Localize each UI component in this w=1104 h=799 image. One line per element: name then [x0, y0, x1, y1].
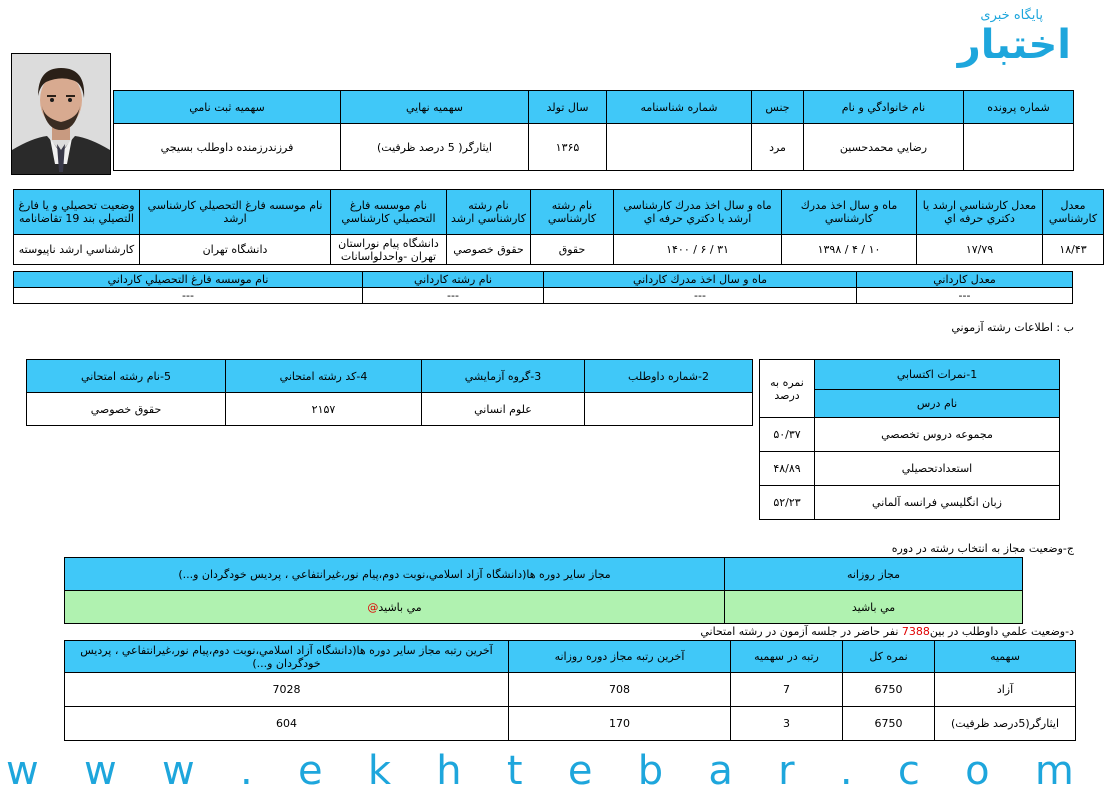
last-other-rank-header: آخرين رتبه مجاز ساير دوره ها(دانشگاه آزاد اسلامي،نوبت دوم،پيام نور،غيرانتفاعي ، پرديس خودگردان و...) — [65, 641, 509, 673]
section-d-suffix: نفر حاضر در جلسه آزمون در رشته امتحاني — [700, 625, 899, 638]
gender-header: جنس — [752, 91, 804, 124]
master-gpa-header: معدل كارشناسي ارشد يا دكتري حرفه اي — [917, 190, 1043, 235]
quota-rank-header: رتبه در سهميه — [731, 641, 843, 673]
education-status-value: كارشناسي ارشد ناپيوسته — [14, 235, 140, 265]
other-eligibility-text: مي باشيد@ — [367, 600, 422, 614]
logo-large-text: اختبار — [957, 22, 1071, 68]
footer-char: c — [897, 748, 920, 794]
id-number-header: شماره شناسنامه — [607, 91, 752, 124]
master-date-value: ۳۱ / ۶ / ۱۴۰۰ — [614, 235, 782, 265]
final-quota-header: سهميه نهايي — [341, 91, 529, 124]
table-row — [760, 418, 1060, 452]
associate-institute-header: نام موسسه فارغ التحصيلي كارداني — [14, 272, 363, 288]
exam-field-value-row — [27, 393, 753, 426]
fullname-header: نام خانوادگي و نام — [804, 91, 964, 124]
total-score-value: 6750 — [843, 707, 935, 741]
table-row — [65, 673, 1076, 707]
bachelor-institute-value: دانشگاه پيام نوراستان تهران -واحدلواسانات — [331, 235, 447, 265]
education-status-header: وضعيت تحصيلي و يا فارغ التصيلي بند 19 تقاضانامه — [14, 190, 140, 235]
footer-char: m — [1034, 748, 1074, 794]
associate-date-header: ماه و سال اخذ مدرك كارداني — [544, 272, 857, 288]
final-quota-value: ايثارگر( 5 درصد ظرفيت) — [341, 124, 529, 171]
master-field-header: نام رشته كارشناسي ارشد — [447, 190, 531, 235]
registered-quota-header: سهميه ثبت نامي — [114, 91, 341, 124]
last-daily-rank-header: آخرين رتبه مجاز دوره روزانه — [509, 641, 731, 673]
eligibility-header-row — [65, 558, 1023, 591]
registered-quota-value: فرزندرزمنده داوطلب بسيجي — [114, 124, 341, 171]
section-j-title: ج-وضعيت مجاز به انتخاب رشته در دوره — [891, 542, 1074, 555]
course-name: زبان انگليسي فرانسه آلماني — [815, 486, 1060, 520]
bachelor-date-value: ۱۰ / ۴ / ۱۳۹۸ — [782, 235, 917, 265]
personal-info-table — [113, 90, 1074, 171]
footer-char: w — [6, 748, 39, 794]
course-score: ۵۲/۲۳ — [760, 486, 815, 520]
section-d-title — [700, 625, 1074, 638]
education-value-row — [14, 235, 1104, 265]
course-name: مجموعه دروس تخصصي — [815, 418, 1060, 452]
eligibility-value-row — [65, 591, 1023, 624]
bachelor-gpa-value: ۱۸/۴۳ — [1043, 235, 1104, 265]
table-row — [760, 452, 1060, 486]
exam-group-header: 3-گروه آزمايشي — [422, 360, 585, 393]
scores-table — [759, 359, 1060, 520]
master-gpa-value: ۱۷/۷۹ — [917, 235, 1043, 265]
master-date-header: ماه و سال اخذ مدرك كارشناسي ارشد يا دكتري حرفه اي — [614, 190, 782, 235]
footer-char: w — [83, 748, 117, 794]
footer-char: o — [965, 748, 990, 794]
course-score: ۴۸/۸۹ — [760, 452, 815, 486]
personal-info-value-row — [114, 124, 1074, 171]
table-row — [65, 707, 1076, 741]
quota-header: سهميه — [935, 641, 1076, 673]
footer-char: k — [367, 748, 391, 794]
master-institute-header: نام موسسه فارغ التحصيلي كارشناسي ارشد — [140, 190, 331, 235]
field-name-value: حقوق خصوصي — [27, 393, 226, 426]
personal-info-header-row — [114, 91, 1074, 124]
bachelor-date-header: ماه و سال اخذ مدرك كارشناسي — [782, 190, 917, 235]
website-footer — [0, 748, 1080, 794]
birth-year-header: سال تولد — [529, 91, 607, 124]
associate-institute-value: --- — [14, 288, 363, 304]
associate-field-value: --- — [363, 288, 544, 304]
section-b-title: ب : اطلاعات رشته آزموني — [951, 321, 1074, 334]
associate-degree-table — [13, 271, 1073, 304]
score-percent-header: نمره به درصد — [760, 360, 815, 418]
daily-eligibility-value: مي باشيد — [725, 591, 1023, 624]
associate-gpa-value: --- — [857, 288, 1073, 304]
bachelor-field-value: حقوق — [531, 235, 614, 265]
ranking-header-row — [65, 641, 1076, 673]
exam-field-table — [26, 359, 753, 426]
last-daily-rank-value: 708 — [509, 673, 731, 707]
quota-rank-value: 3 — [731, 707, 843, 741]
other-eligibility-value — [65, 591, 725, 624]
scores-title-row — [760, 360, 1060, 390]
footer-char: r — [778, 748, 795, 794]
candidate-photo — [11, 53, 111, 175]
eligibility-table — [64, 557, 1023, 624]
footer-char: e — [567, 748, 593, 794]
total-score-value: 6750 — [843, 673, 935, 707]
master-institute-value: دانشگاه تهران — [140, 235, 331, 265]
footer-char: . — [239, 748, 253, 794]
table-row — [760, 486, 1060, 520]
candidate-number-value — [585, 393, 753, 426]
section-d-count: 7388 — [901, 625, 930, 638]
last-daily-rank-value: 170 — [509, 707, 731, 741]
education-header-row — [14, 190, 1104, 235]
last-other-rank-value: 7028 — [65, 673, 509, 707]
footer-char: h — [436, 748, 462, 794]
footer-char: e — [297, 748, 323, 794]
last-other-rank-value: 604 — [65, 707, 509, 741]
footer-char: t — [506, 748, 523, 794]
associate-header-row — [14, 272, 1073, 288]
quota-value: ايثارگر(5درصد ظرفيت) — [935, 707, 1076, 741]
footer-char: w — [161, 748, 195, 794]
course-name-header: نام درس — [815, 390, 1060, 418]
file-number-value — [964, 124, 1074, 171]
associate-value-row — [14, 288, 1073, 304]
bachelor-institute-header: نام موسسه فارغ التحصيلي كارشناسي — [331, 190, 447, 235]
field-name-header: 5-نام رشته امتحاني — [27, 360, 226, 393]
birth-year-value: ۱۳۶۵ — [529, 124, 607, 171]
other-eligibility-header: مجاز ساير دوره ها(دانشگاه آزاد اسلامي،نوبت دوم،پيام نور،غيرانتفاعي ، پرديس خودگردان و...) — [65, 558, 725, 591]
quota-rank-value: 7 — [731, 673, 843, 707]
footer-char: b — [637, 748, 664, 794]
id-number-value — [607, 124, 752, 171]
bachelor-gpa-header: معدل كارشناسي — [1043, 190, 1104, 235]
candidate-number-header: 2-شماره داوطلب — [585, 360, 753, 393]
ranking-table — [64, 640, 1076, 741]
exam-field-header-row — [27, 360, 753, 393]
course-score: ۵۰/۳۷ — [760, 418, 815, 452]
education-table — [13, 189, 1104, 265]
total-score-header: نمره كل — [843, 641, 935, 673]
exam-group-value: علوم انساني — [422, 393, 585, 426]
at-mark: @ — [367, 600, 379, 614]
person-photo-icon — [12, 54, 110, 174]
associate-gpa-header: معدل كارداني — [857, 272, 1073, 288]
file-number-header: شماره پرونده — [964, 91, 1074, 124]
daily-eligibility-header: مجاز روزانه — [725, 558, 1023, 591]
course-name: استعدادتحصيلي — [815, 452, 1060, 486]
master-field-value: حقوق خصوصي — [447, 235, 531, 265]
field-code-header: 4-كد رشته امتحاني — [226, 360, 422, 393]
ekhtebar-logo — [955, 6, 1073, 78]
footer-char: . — [839, 748, 853, 794]
quota-value: آزاد — [935, 673, 1076, 707]
section-d-prefix: د-وضعيت علمي داوطلب در بين — [929, 625, 1074, 638]
bachelor-field-header: نام رشته كارشناسي — [531, 190, 614, 235]
logo-small-text: پایگاه خبری — [980, 8, 1043, 23]
gender-value: مرد — [752, 124, 804, 171]
field-code-value: ۲۱۵۷ — [226, 393, 422, 426]
scores-title: 1-نمرات اكتسابي — [815, 360, 1060, 390]
fullname-value: رضايي محمدحسين — [804, 124, 964, 171]
associate-field-header: نام رشته كارداني — [363, 272, 544, 288]
footer-char: a — [708, 748, 733, 794]
associate-date-value: --- — [544, 288, 857, 304]
